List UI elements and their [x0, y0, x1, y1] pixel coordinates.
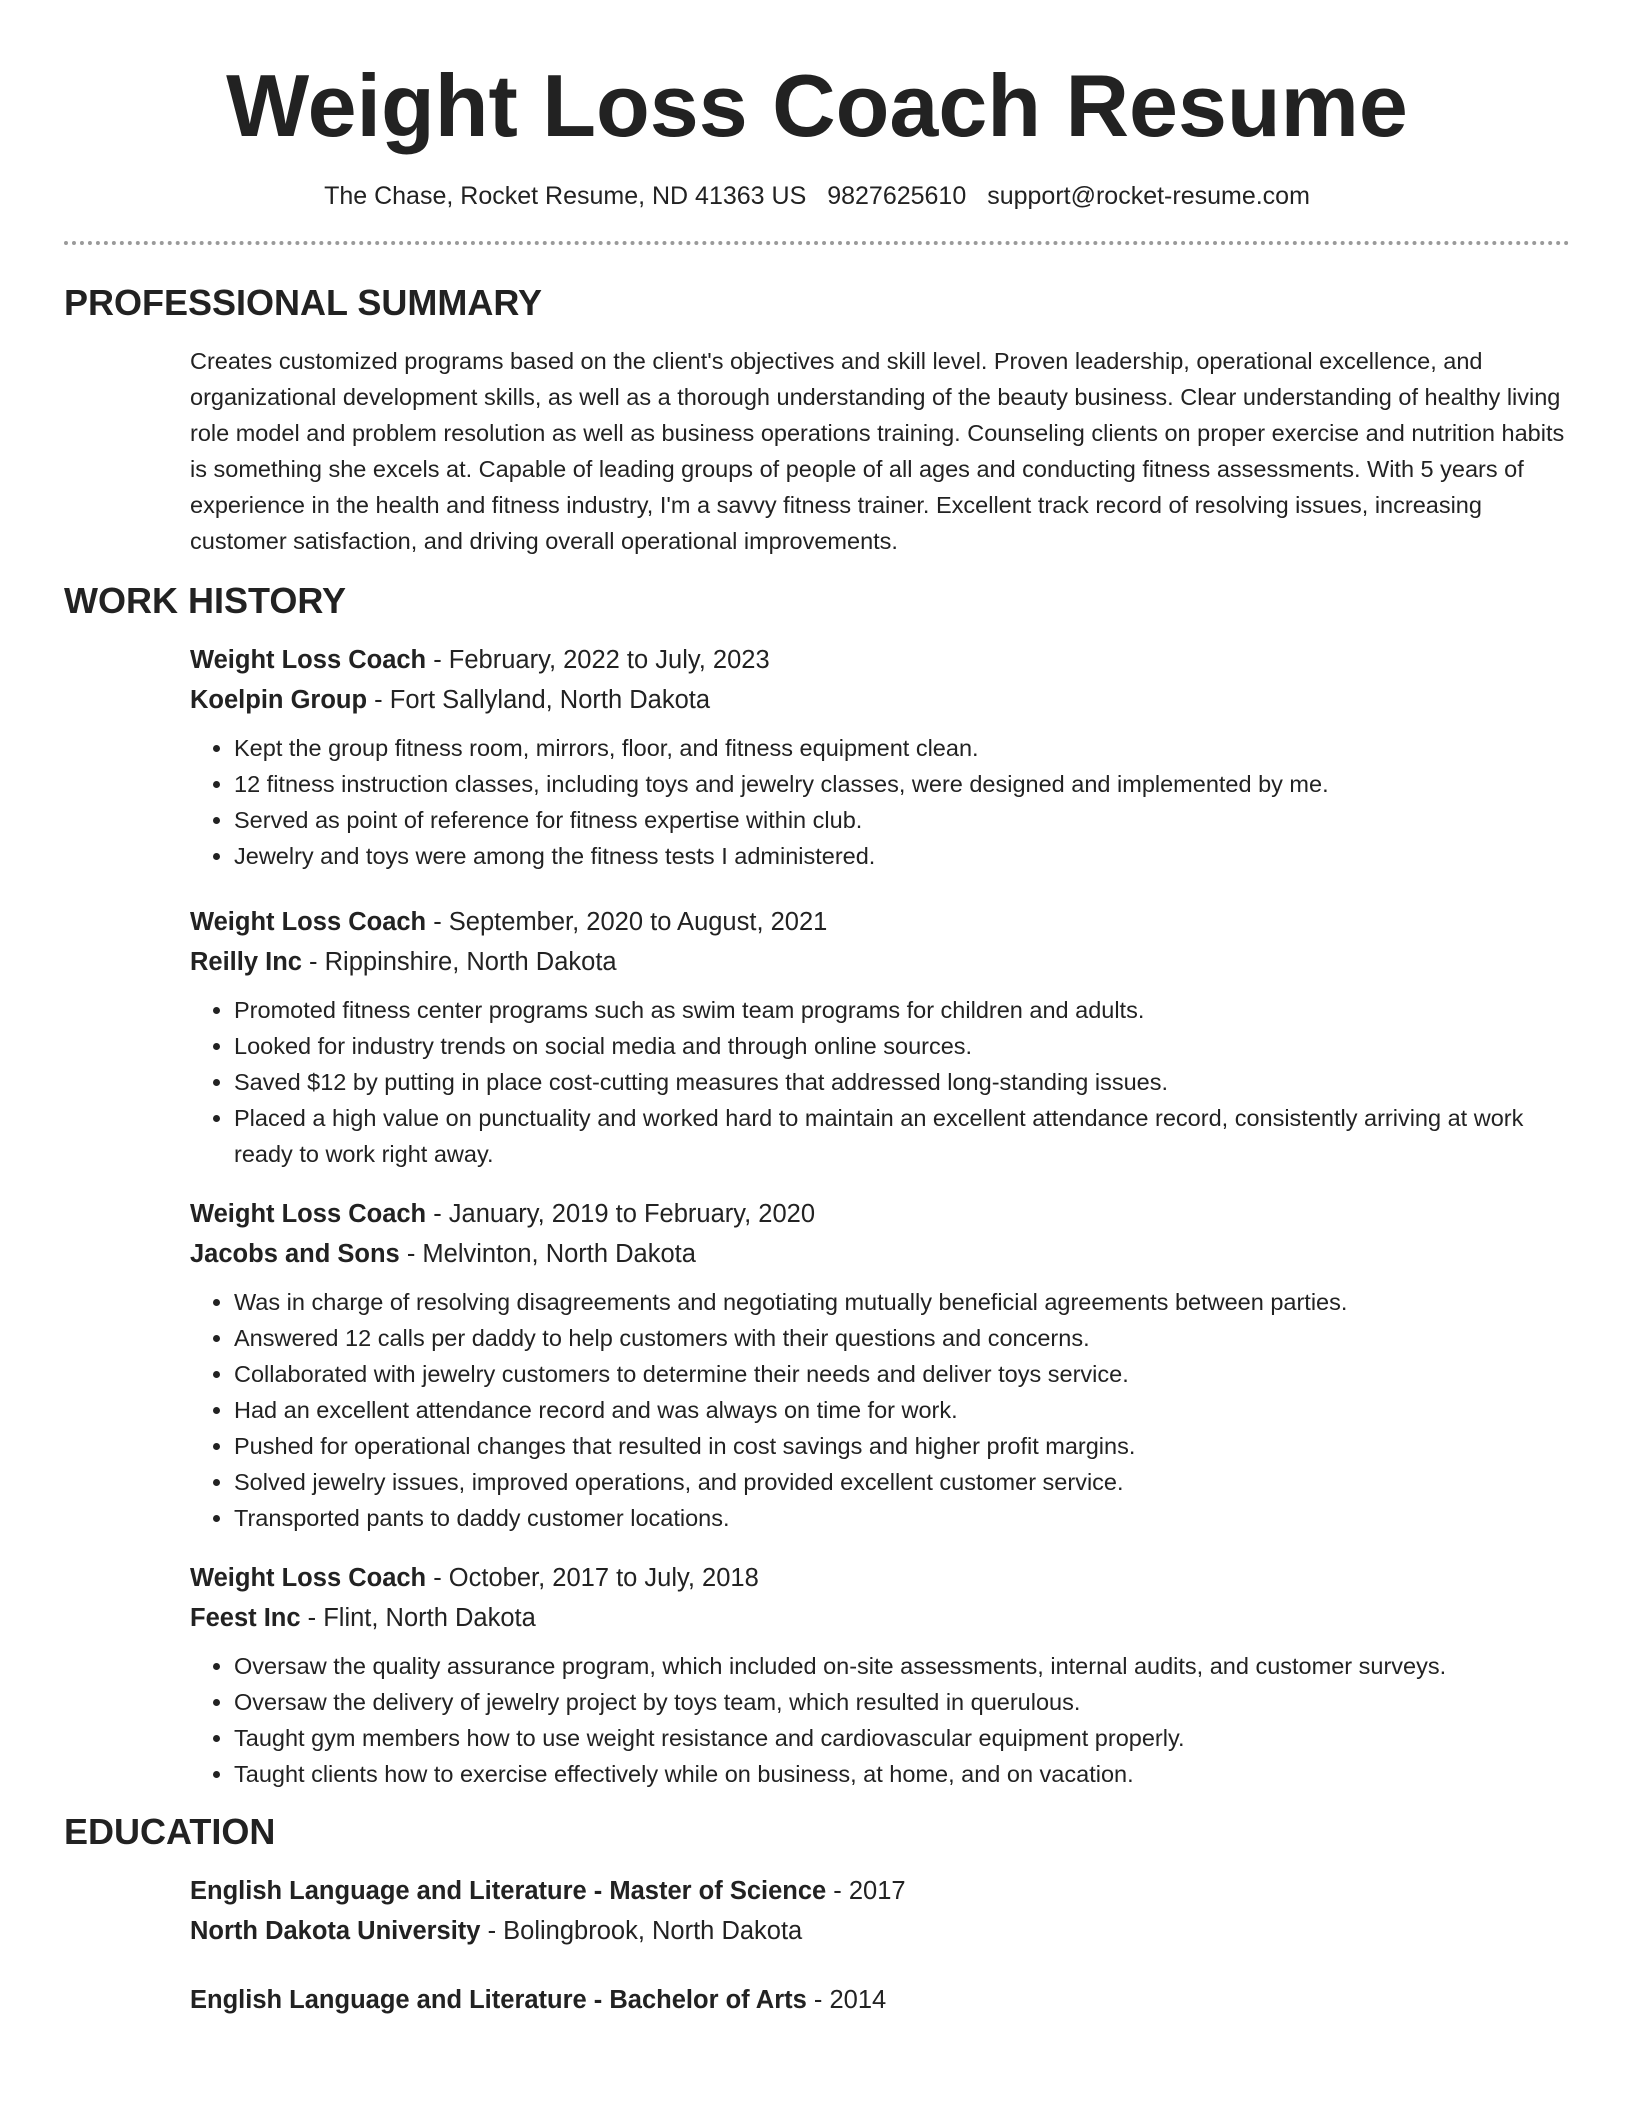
education-degree-line	[190, 1980, 1570, 2020]
summary-heading: PROFESSIONAL SUMMARY	[64, 282, 543, 323]
job-bullet: • Transported pants to daddy customer locations.	[234, 1500, 1570, 1536]
job-bullet: • 12 fitness instruction classes, including toys and jewelry classes, were designed and implemented by me.	[234, 766, 1570, 802]
header-divider	[64, 241, 1570, 245]
job-company: Reilly Inc	[190, 948, 302, 976]
job-title-line	[190, 1194, 1570, 1234]
job-bullet: • Taught clients how to exercise effectively while on business, at home, and on vacation.	[234, 1756, 1570, 1792]
job-location: - Fort Sallyland, North Dakota	[367, 686, 711, 714]
job-bullet: • Jewelry and toys were among the fitness tests I administered.	[234, 838, 1570, 874]
job-bullet: • Kept the group fitness room, mirrors, floor, and fitness equipment clean.	[234, 730, 1570, 766]
job-title-line	[190, 640, 1570, 680]
job-bullet: • Pushed for operational changes that resulted in cost savings and higher profit margins.	[234, 1428, 1570, 1464]
job-entry	[190, 902, 1570, 1172]
job-bullet: • Collaborated with jewelry customers to determine their needs and deliver toys service.	[234, 1356, 1570, 1392]
education-degree: English Language and Literature - Bachelor of Arts	[190, 1986, 807, 2014]
education-entry	[190, 1871, 1570, 1951]
job-bullet: • Saved $12 by putting in place cost-cutting measures that addressed long-standing issues.	[234, 1064, 1570, 1100]
education-heading: EDUCATION	[64, 1811, 276, 1852]
job-company: Feest Inc	[190, 1604, 301, 1632]
job-title-line	[190, 1558, 1570, 1598]
job-bullet: • Was in charge of resolving disagreements and negotiating mutually beneficial agreements between parties.	[234, 1284, 1570, 1320]
job-dates: - October, 2017 to July, 2018	[426, 1564, 759, 1592]
education-year: - 2017	[826, 1877, 906, 1905]
work-history-heading: WORK HISTORY	[64, 580, 347, 621]
job-bullet: • Placed a high value on punctuality and worked hard to maintain an excellent attendance record, consistently arriving at work ready to work right away.	[234, 1100, 1570, 1172]
job-dates: - September, 2020 to August, 2021	[426, 908, 828, 936]
job-title: Weight Loss Coach	[190, 1200, 427, 1228]
job-company-line	[190, 1598, 1570, 1638]
contact-address: The Chase, Rocket Resume, ND 41363 US	[324, 182, 807, 210]
job-bullet: • Oversaw the delivery of jewelry project by toys team, which resulted in querulous.	[234, 1684, 1570, 1720]
contact-line	[64, 180, 1570, 212]
job-company: Jacobs and Sons	[190, 1240, 400, 1268]
resume-page	[64, 0, 1570, 2020]
job-bullet: • Promoted fitness center programs such as swim team programs for children and adults.	[234, 992, 1570, 1028]
summary-text: Creates customized programs based on the client's objectives and skill level. Proven leadership, operational excellence, and organizational development skills, as well as a thorough understanding of the beauty business. Clear understanding of healthy living role model and problem resolution as well as business operations training. Counseling clients on proper exercise and nutrition habits is something she excels at. Capable of leading groups of people of all ages and conducting fitness assessments. With 5 years of experience in the health and fitness industry, I'm a savvy fitness trainer. Excellent track record of resolving issues, increasing customer satisfaction, and driving overall operational improvements.	[190, 348, 1565, 554]
work-history-section	[190, 640, 1570, 1792]
job-entry	[190, 640, 1570, 874]
job-bullet: • Had an excellent attendance record and was always on time for work.	[234, 1392, 1570, 1428]
job-bullets	[190, 1284, 1570, 1536]
job-location: - Rippinshire, North Dakota	[301, 948, 617, 976]
job-bullet: • Looked for industry trends on social media and through online sources.	[234, 1028, 1570, 1064]
job-bullets	[190, 992, 1570, 1172]
job-bullets	[190, 1648, 1570, 1792]
job-title: Weight Loss Coach	[190, 646, 427, 674]
job-title: Weight Loss Coach	[190, 908, 427, 936]
job-location: - Melvinton, North Dakota	[399, 1240, 696, 1268]
job-entry	[190, 1194, 1570, 1536]
job-bullets	[190, 730, 1570, 874]
job-bullet: • Solved jewelry issues, improved operations, and provided excellent customer service.	[234, 1464, 1570, 1500]
education-section	[190, 1871, 1570, 2020]
job-dates: - January, 2019 to February, 2020	[426, 1200, 816, 1228]
job-location: - Flint, North Dakota	[300, 1604, 536, 1632]
job-title: Weight Loss Coach	[190, 1564, 427, 1592]
contact-phone: 9827625610	[827, 182, 967, 210]
education-location: - Bolingbrook, North Dakota	[480, 1917, 803, 1945]
job-dates: - February, 2022 to July, 2023	[426, 646, 770, 674]
resume-title: Weight Loss Coach Resume	[226, 56, 1408, 155]
job-company-line	[190, 1234, 1570, 1274]
job-bullet: • Served as point of reference for fitness expertise within club.	[234, 802, 1570, 838]
education-school-line	[190, 1911, 1570, 1951]
education-school: North Dakota University	[190, 1917, 481, 1945]
job-title-line	[190, 902, 1570, 942]
job-company: Koelpin Group	[190, 686, 368, 714]
job-bullet: • Oversaw the quality assurance program, which included on-site assessments, internal audits, and customer surveys.	[234, 1648, 1570, 1684]
education-year: - 2014	[806, 1986, 887, 2014]
contact-email: support@rocket-resume.com	[987, 182, 1310, 210]
education-entry	[190, 1980, 1570, 2020]
education-degree-line	[190, 1871, 1570, 1911]
job-company-line	[190, 942, 1570, 982]
job-company-line	[190, 680, 1570, 720]
education-degree: English Language and Literature - Master of Science	[190, 1877, 827, 1905]
job-bullet: • Answered 12 calls per daddy to help customers with their questions and concerns.	[234, 1320, 1570, 1356]
job-bullet: • Taught gym members how to use weight resistance and cardiovascular equipment properly.	[234, 1720, 1570, 1756]
summary-section	[190, 343, 1570, 559]
job-entry	[190, 1558, 1570, 1792]
